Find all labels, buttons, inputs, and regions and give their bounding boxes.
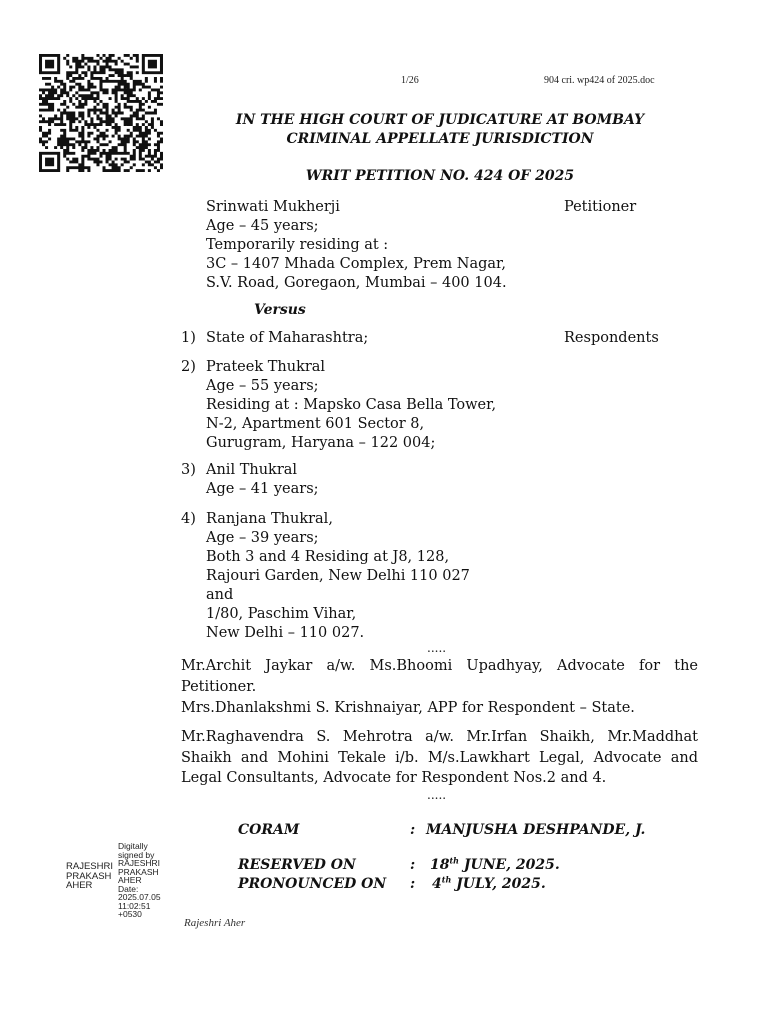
signer-name bbox=[66, 862, 113, 891]
signature-footer: Rajeshri Aher bbox=[184, 917, 246, 929]
coram-judge: MANJUSHA DESHPANDE, J. bbox=[426, 822, 646, 838]
respondent-line: 1/80, Paschim Vihar, bbox=[206, 606, 357, 622]
page-number: 1/26 bbox=[401, 75, 419, 86]
advocate-state: Mrs.Dhanlakshmi S. Krishnaiyar, APP for Respondent – State. bbox=[181, 700, 635, 716]
signature-detail-line: PRAKASH bbox=[118, 866, 159, 877]
document-filename: 904 cri. wp424 of 2025.doc bbox=[544, 75, 655, 86]
petitioner-line: 3C – 1407 Mhada Complex, Prem Nagar, bbox=[206, 256, 506, 272]
respondent-line: Rajouri Garden, New Delhi 110 027 bbox=[206, 568, 470, 584]
qr-finder-pattern bbox=[39, 54, 60, 74]
signature-detail-line: RAJESHRI bbox=[118, 858, 161, 868]
respondent-line: Both 3 and 4 Residing at J8, 128, bbox=[206, 549, 450, 565]
respondent-line: Residing at : Mapsko Casa Bella Tower, bbox=[206, 397, 497, 413]
petitioner-block bbox=[206, 198, 507, 293]
separator-dots: ..... bbox=[427, 641, 447, 655]
respondent-line: State of Maharashtra; bbox=[206, 330, 369, 346]
petition-title: WRIT PETITION NO. 424 OF 2025 bbox=[305, 168, 575, 184]
respondent-3 bbox=[206, 461, 319, 499]
advocate-respondents: Mr.Raghavendra S. Mehrotra a/w. Mr.Irfan Shaikh, Mr.Maddhat Shaikh and Mohini Tekale i/b. M/s.Lawkhart Legal, Advocate and Legal Consultants, Advocate for Respondent Nos.2 and 4. bbox=[181, 729, 698, 786]
pronounced-label: PRONOUNCED ON bbox=[238, 876, 387, 892]
jurisdiction: CRIMINAL APPELLATE JURISDICTION bbox=[286, 131, 594, 147]
signer-name-line: PRAKASH bbox=[66, 870, 112, 882]
pronounced-colon: : bbox=[410, 876, 416, 892]
petitioner-line: S.V. Road, Goregaon, Mumbai – 400 104. bbox=[206, 275, 507, 291]
coram-label: CORAM bbox=[238, 822, 300, 838]
qr-finder-pattern bbox=[142, 54, 163, 74]
petitioner-role: Petitioner bbox=[564, 199, 637, 215]
signature-detail-line: Digitally bbox=[118, 841, 148, 851]
respondent-1 bbox=[206, 329, 368, 348]
respondent-number: 2) bbox=[181, 359, 196, 375]
respondent-line: Gurugram, Haryana – 122 004; bbox=[206, 435, 436, 451]
reserved-label: RESERVED ON bbox=[238, 857, 356, 873]
signature-detail-line: 11:02:51 bbox=[118, 900, 151, 911]
respondent-2 bbox=[206, 358, 496, 453]
pronounced-day-suffix: th bbox=[441, 874, 452, 885]
reserved-month-year: JUNE, 2025. bbox=[459, 857, 560, 873]
reserved-colon: : bbox=[410, 857, 416, 873]
respondents-role: Respondents bbox=[564, 330, 659, 346]
respondent-line: New Delhi – 110 027. bbox=[206, 625, 365, 641]
signature-detail-line: AHER bbox=[118, 875, 142, 885]
pronounced-day: 4 bbox=[432, 876, 442, 892]
respondent-line: Ranjana Thukral, bbox=[206, 511, 333, 527]
signature-detail-line: +0530 bbox=[118, 909, 142, 919]
qr-code bbox=[39, 54, 163, 172]
signature-detail-line: Date: bbox=[118, 883, 139, 894]
advocate-petitioner: Mr.Archit Jaykar a/w. Ms.Bhoomi Upadhyay, Advocate for the Petitioner. bbox=[181, 658, 698, 695]
respondent-number: 3) bbox=[181, 462, 196, 478]
signer-name-line: AHER bbox=[66, 880, 93, 891]
petitioner-line: Age – 45 years; bbox=[206, 218, 319, 234]
respondent-line: Prateek Thukral bbox=[206, 359, 326, 375]
respondent-line: N-2, Apartment 601 Sector 8, bbox=[206, 416, 425, 432]
respondent-line: and bbox=[206, 587, 234, 603]
reserved-date bbox=[430, 857, 560, 873]
petitioner-line: Srinwati Mukherji bbox=[206, 199, 340, 215]
coram-colon: : bbox=[410, 822, 416, 838]
qr-code-graphic bbox=[39, 54, 163, 172]
separator-dots: ..... bbox=[427, 788, 447, 802]
respondent-number: 1) bbox=[181, 330, 196, 346]
qr-finder-pattern bbox=[39, 152, 60, 172]
respondent-line: Anil Thukral bbox=[206, 462, 298, 478]
pronounced-date bbox=[432, 876, 546, 892]
reserved-day: 18 bbox=[430, 857, 450, 873]
respondent-number: 4) bbox=[181, 511, 196, 527]
respondent-line: Age – 55 years; bbox=[206, 378, 319, 394]
petitioner-line: Temporarily residing at : bbox=[206, 237, 389, 253]
respondent-line: Age – 41 years; bbox=[206, 481, 319, 497]
respondent-line: Age – 39 years; bbox=[206, 530, 319, 546]
respondent-4 bbox=[206, 510, 470, 643]
pronounced-month-year: JULY, 2025. bbox=[451, 876, 546, 892]
signature-detail-line: 2025.07.05 bbox=[118, 892, 161, 902]
versus-label: Versus bbox=[254, 302, 306, 318]
reserved-day-suffix: th bbox=[449, 855, 459, 866]
signer-name-line: RAJESHRI bbox=[66, 861, 113, 872]
signature-detail-line: signed by bbox=[118, 849, 155, 860]
signature-details bbox=[118, 842, 161, 919]
court-name: IN THE HIGH COURT OF JUDICATURE AT BOMBAY bbox=[235, 112, 645, 128]
